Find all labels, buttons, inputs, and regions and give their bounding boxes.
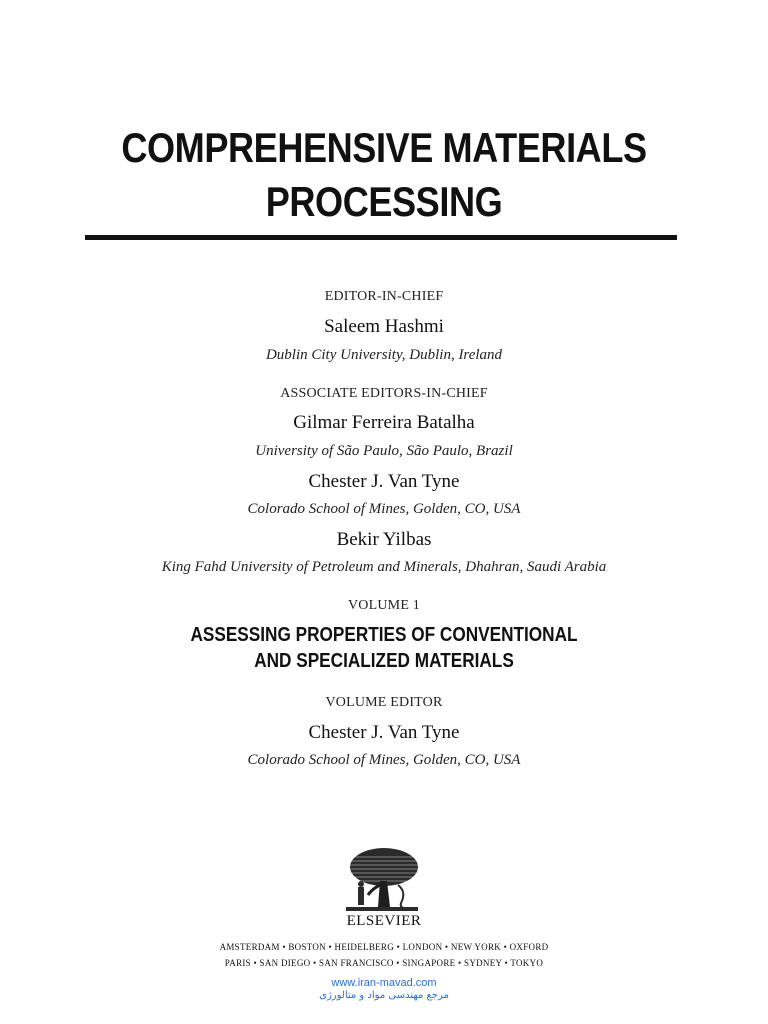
volume-editor-name: Chester J. Van Tyne bbox=[308, 722, 460, 743]
publisher-cities-line-2: PARIS • SAN DIEGO • SAN FRANCISCO • SINGAPORE • SYDNEY • TOKYO bbox=[224, 958, 544, 968]
associate-editor-affiliation: King Fahd University of Petroleum and Minerals, Dhahran, Saudi Arabia bbox=[161, 559, 607, 575]
publisher-name: ELSEVIER bbox=[346, 913, 422, 929]
volume-editor-heading: VOLUME EDITOR bbox=[325, 695, 443, 710]
title-divider bbox=[85, 235, 677, 240]
watermark-tagline: مرجع مهندسی مواد و متالورژی bbox=[319, 990, 449, 1001]
publisher-cities-line-1: AMSTERDAM • BOSTON • HEIDELBERG • LONDON • NEW YORK • OXFORD bbox=[219, 942, 549, 952]
volume-title-line-2: AND SPECIALIZED MATERIALS bbox=[254, 650, 514, 672]
associate-editor-affiliation: Colorado School of Mines, Golden, CO, USA bbox=[247, 501, 521, 517]
associate-editors-heading: ASSOCIATE EDITORS-IN-CHIEF bbox=[280, 386, 488, 401]
associate-editor-name: Gilmar Ferreira Batalha bbox=[293, 412, 475, 433]
watermark-url: www.iran-mavad.com bbox=[331, 977, 437, 989]
volume-label: VOLUME 1 bbox=[348, 598, 420, 613]
editor-in-chief-name: Saleem Hashmi bbox=[324, 316, 444, 337]
editor-in-chief-affiliation: Dublin City University, Dublin, Ireland bbox=[265, 347, 503, 363]
elsevier-tree-logo bbox=[340, 845, 424, 915]
associate-editor-name: Chester J. Van Tyne bbox=[308, 471, 460, 492]
associate-editor-affiliation: University of São Paulo, São Paulo, Brazil bbox=[255, 443, 513, 459]
book-title-line-1: COMPREHENSIVE MATERIALS bbox=[121, 124, 647, 171]
volume-editor-affiliation: Colorado School of Mines, Golden, CO, USA bbox=[247, 752, 521, 768]
editor-in-chief-heading: EDITOR-IN-CHIEF bbox=[324, 289, 444, 304]
book-title-line-2: PROCESSING bbox=[265, 178, 503, 225]
volume-title-line-1: ASSESSING PROPERTIES OF CONVENTIONAL bbox=[190, 624, 578, 646]
associate-editor-name: Bekir Yilbas bbox=[336, 529, 432, 550]
